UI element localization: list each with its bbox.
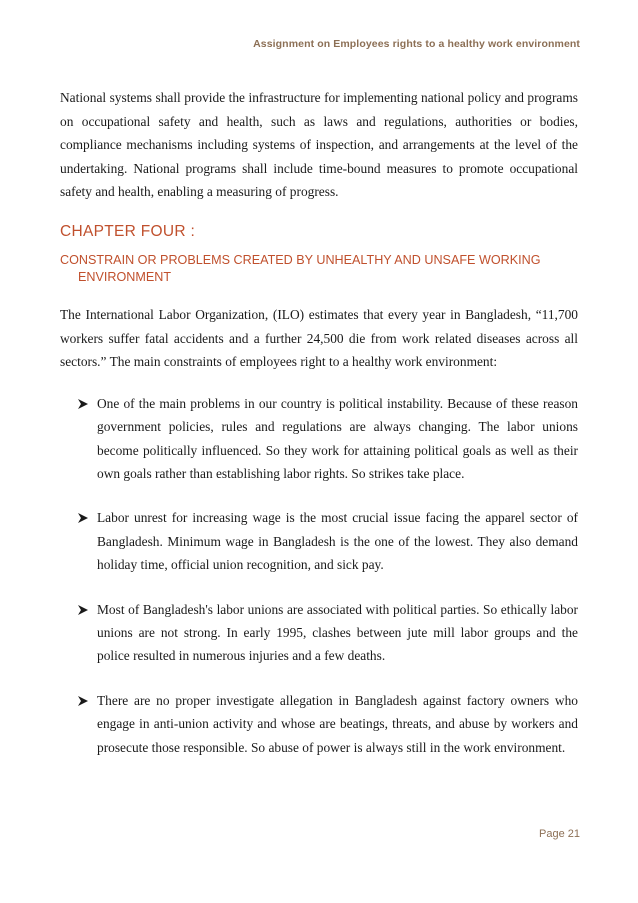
page-header: Assignment on Employees rights to a healthy work environment: [253, 38, 580, 50]
list-item: [60, 598, 578, 668]
list-item-text: One of the main problems in our country is political instability. Because of these reason government policies, rules and regulations are always changing. The labor unions become politically influenced. So they work for attaining political goals as well as their own goals rather than establishing labor rights. So strikes take place.: [97, 395, 578, 481]
arrowhead-bullet-icon: [77, 695, 89, 707]
list-item-text: Labor unrest for increasing wage is the most crucial issue facing the apparel sector of Bangladesh. Minimum wage in Bangladesh is the one of the lowest. They also demand holiday time, official union recognition, and sick pay.: [97, 510, 578, 573]
opening-paragraph: National systems shall provide the infrastructure for implementing national policy and programs on occupational safety and health, such as laws and regulations, authorities or bodies, compliance mechanisms including systems of inspection, and arrangements at the level of the undertaking. National programs shall include time-bound measures to promote occupational safety and health, enabling a measuring of progress.: [60, 90, 578, 200]
list-item: [60, 689, 578, 759]
arrowhead-bullet-icon: [77, 512, 89, 524]
chapter-title: CHAPTER FOUR :: [60, 222, 196, 240]
intro-paragraph: The International Labor Organization, (ILO) estimates that every year in Bangladesh, “11,700 workers suffer fatal accidents and a further 24,500 die from work related diseases across all sectors.” The main constraints of employees right to a healthy work environment:: [60, 306, 578, 370]
section-title: CONSTRAIN OR PROBLEMS CREATED BY UNHEALTHY AND UNSAFE WORKING ENVIRONMENT: [60, 252, 541, 284]
list-item: [60, 392, 578, 486]
list-item: [60, 506, 578, 576]
list-item-text: Most of Bangladesh's labor unions are associated with political parties. So ethically labor unions are not strong. In early 1995, clashes between jute mill labor groups and the police resulted in numerous injuries and a few deaths.: [97, 601, 578, 664]
arrowhead-bullet-icon: [77, 398, 89, 410]
list-item-text: There are no proper investigate allegation in Bangladesh against factory owners who engage in anti-union activity and whose are beatings, threats, and abuse by workers and prosecute those responsible. So abuse of power is always still in the work environment.: [97, 692, 578, 755]
document-body: [60, 86, 578, 780]
arrowhead-bullet-icon: [77, 604, 89, 616]
page-number: Page 21: [539, 828, 580, 840]
constraints-list: [60, 392, 578, 759]
